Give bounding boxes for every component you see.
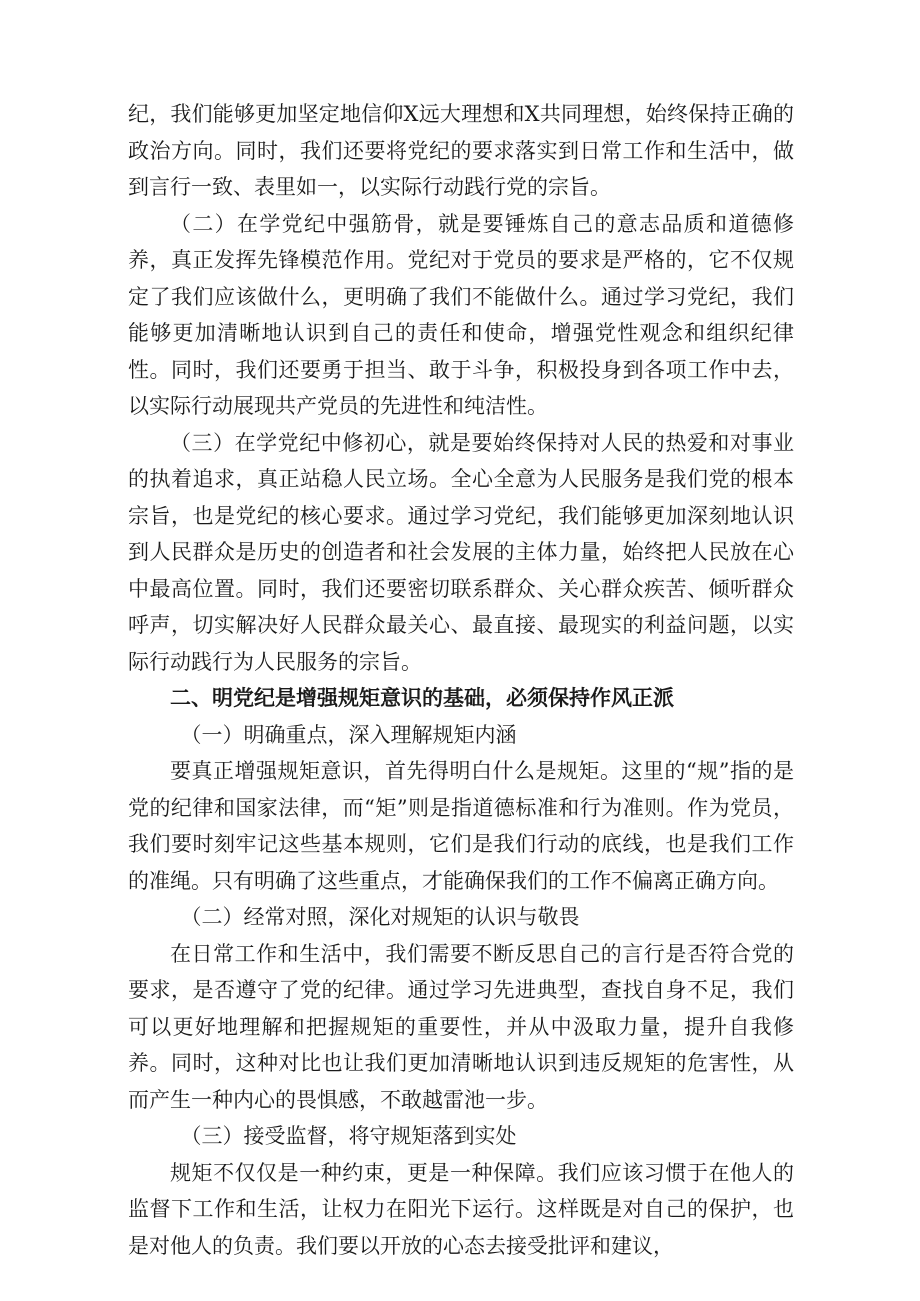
document-body (128, 96, 794, 1264)
subheading-one: （一）明确重点，深入理解规矩内涵 (180, 722, 517, 747)
subheading-two: （二）经常对照，深化对规矩的认识与敬畏 (180, 905, 580, 929)
paragraph-supervision: 规矩不仅仅是一种约束，更是一种保障。我们应该习惯于在他人的监督下工作和生活，让权力在阳光下运行。这样既是对自己的保护，也是对他人的负责。我们要以开放的心态去接受批评和建议， (128, 1160, 794, 1258)
subheading-three: （三）接受监督，将守规矩落到实处 (180, 1124, 517, 1148)
paragraph-strengthen-backbone: （二）在学党纪中强筋骨，就是要锤炼自己的意志品质和道德修养，真正发挥先锋模范作用。党纪对于党员的要求是严格的，它不仅规定了我们应该做什么，更明确了我们不能做什么。通过学习党纪，我们能够更加清晰地认识到自己的责任和使命，增强党性观念和组织纪律性。同时，我们还要勇于担当、敢于斗争，积极投身到各项工作中去，以实际行动展现共产党员的先进性和纯洁性。 (128, 211, 794, 418)
paragraph-original-aspiration: （三）在学党纪中修初心，就是要始终保持对人民的热爱和对事业的执着追求，真正站稳人民立场。全心全意为人民服务是我们党的根本宗旨，也是党纪的核心要求。通过学习党纪，我们能够更加深刻地认识到人民群众是历史的创造者和社会发展的主体力量，始终把人民放在心中最高位置。同时，我们还要密切联系群众、关心群众疾苦、倾听群众呼声，切实解决好人民群众最关心、最直接、最现实的利益问题，以实际行动践行为人民服务的宗旨。 (128, 430, 794, 674)
paragraph-continued: 纪，我们能够更加坚定地信仰X远大理想和X共同理想，始终保持正确的政治方向。同时，我们还要将党纪的要求落实到日常工作和生活中，做到言行一致、表里如一，以实际行动践行党的宗旨。 (128, 102, 794, 199)
section-heading-two: 二、明党纪是增强规矩意识的基础，必须保持作风正派 (170, 686, 674, 710)
paragraph-reflection: 在日常工作和生活中，我们需要不断反思自己的言行是否符合党的要求，是否遵守了党的纪律。通过学习先进典型，查找自身不足，我们可以更好地理解和把握规矩的重要性，并从中汲取力量，提升自我修养。同时，这种对比也让我们更加清晰地认识到违反规矩的危害性，从而产生一种内心的畏惧感，不敢越雷池一步。 (128, 941, 794, 1112)
paragraph-rules-meaning: 要真正增强规矩意识，首先得明白什么是规矩。这里的“规”指的是党的纪律和国家法律，而“矩”则是指道德标准和行为准则。作为党员，我们要时刻牢记这些基本规则，它们是我们行动的底线，也是我们工作的准绳。只有明确了这些重点，才能确保我们的工作不偏离正确方向。 (128, 759, 794, 893)
